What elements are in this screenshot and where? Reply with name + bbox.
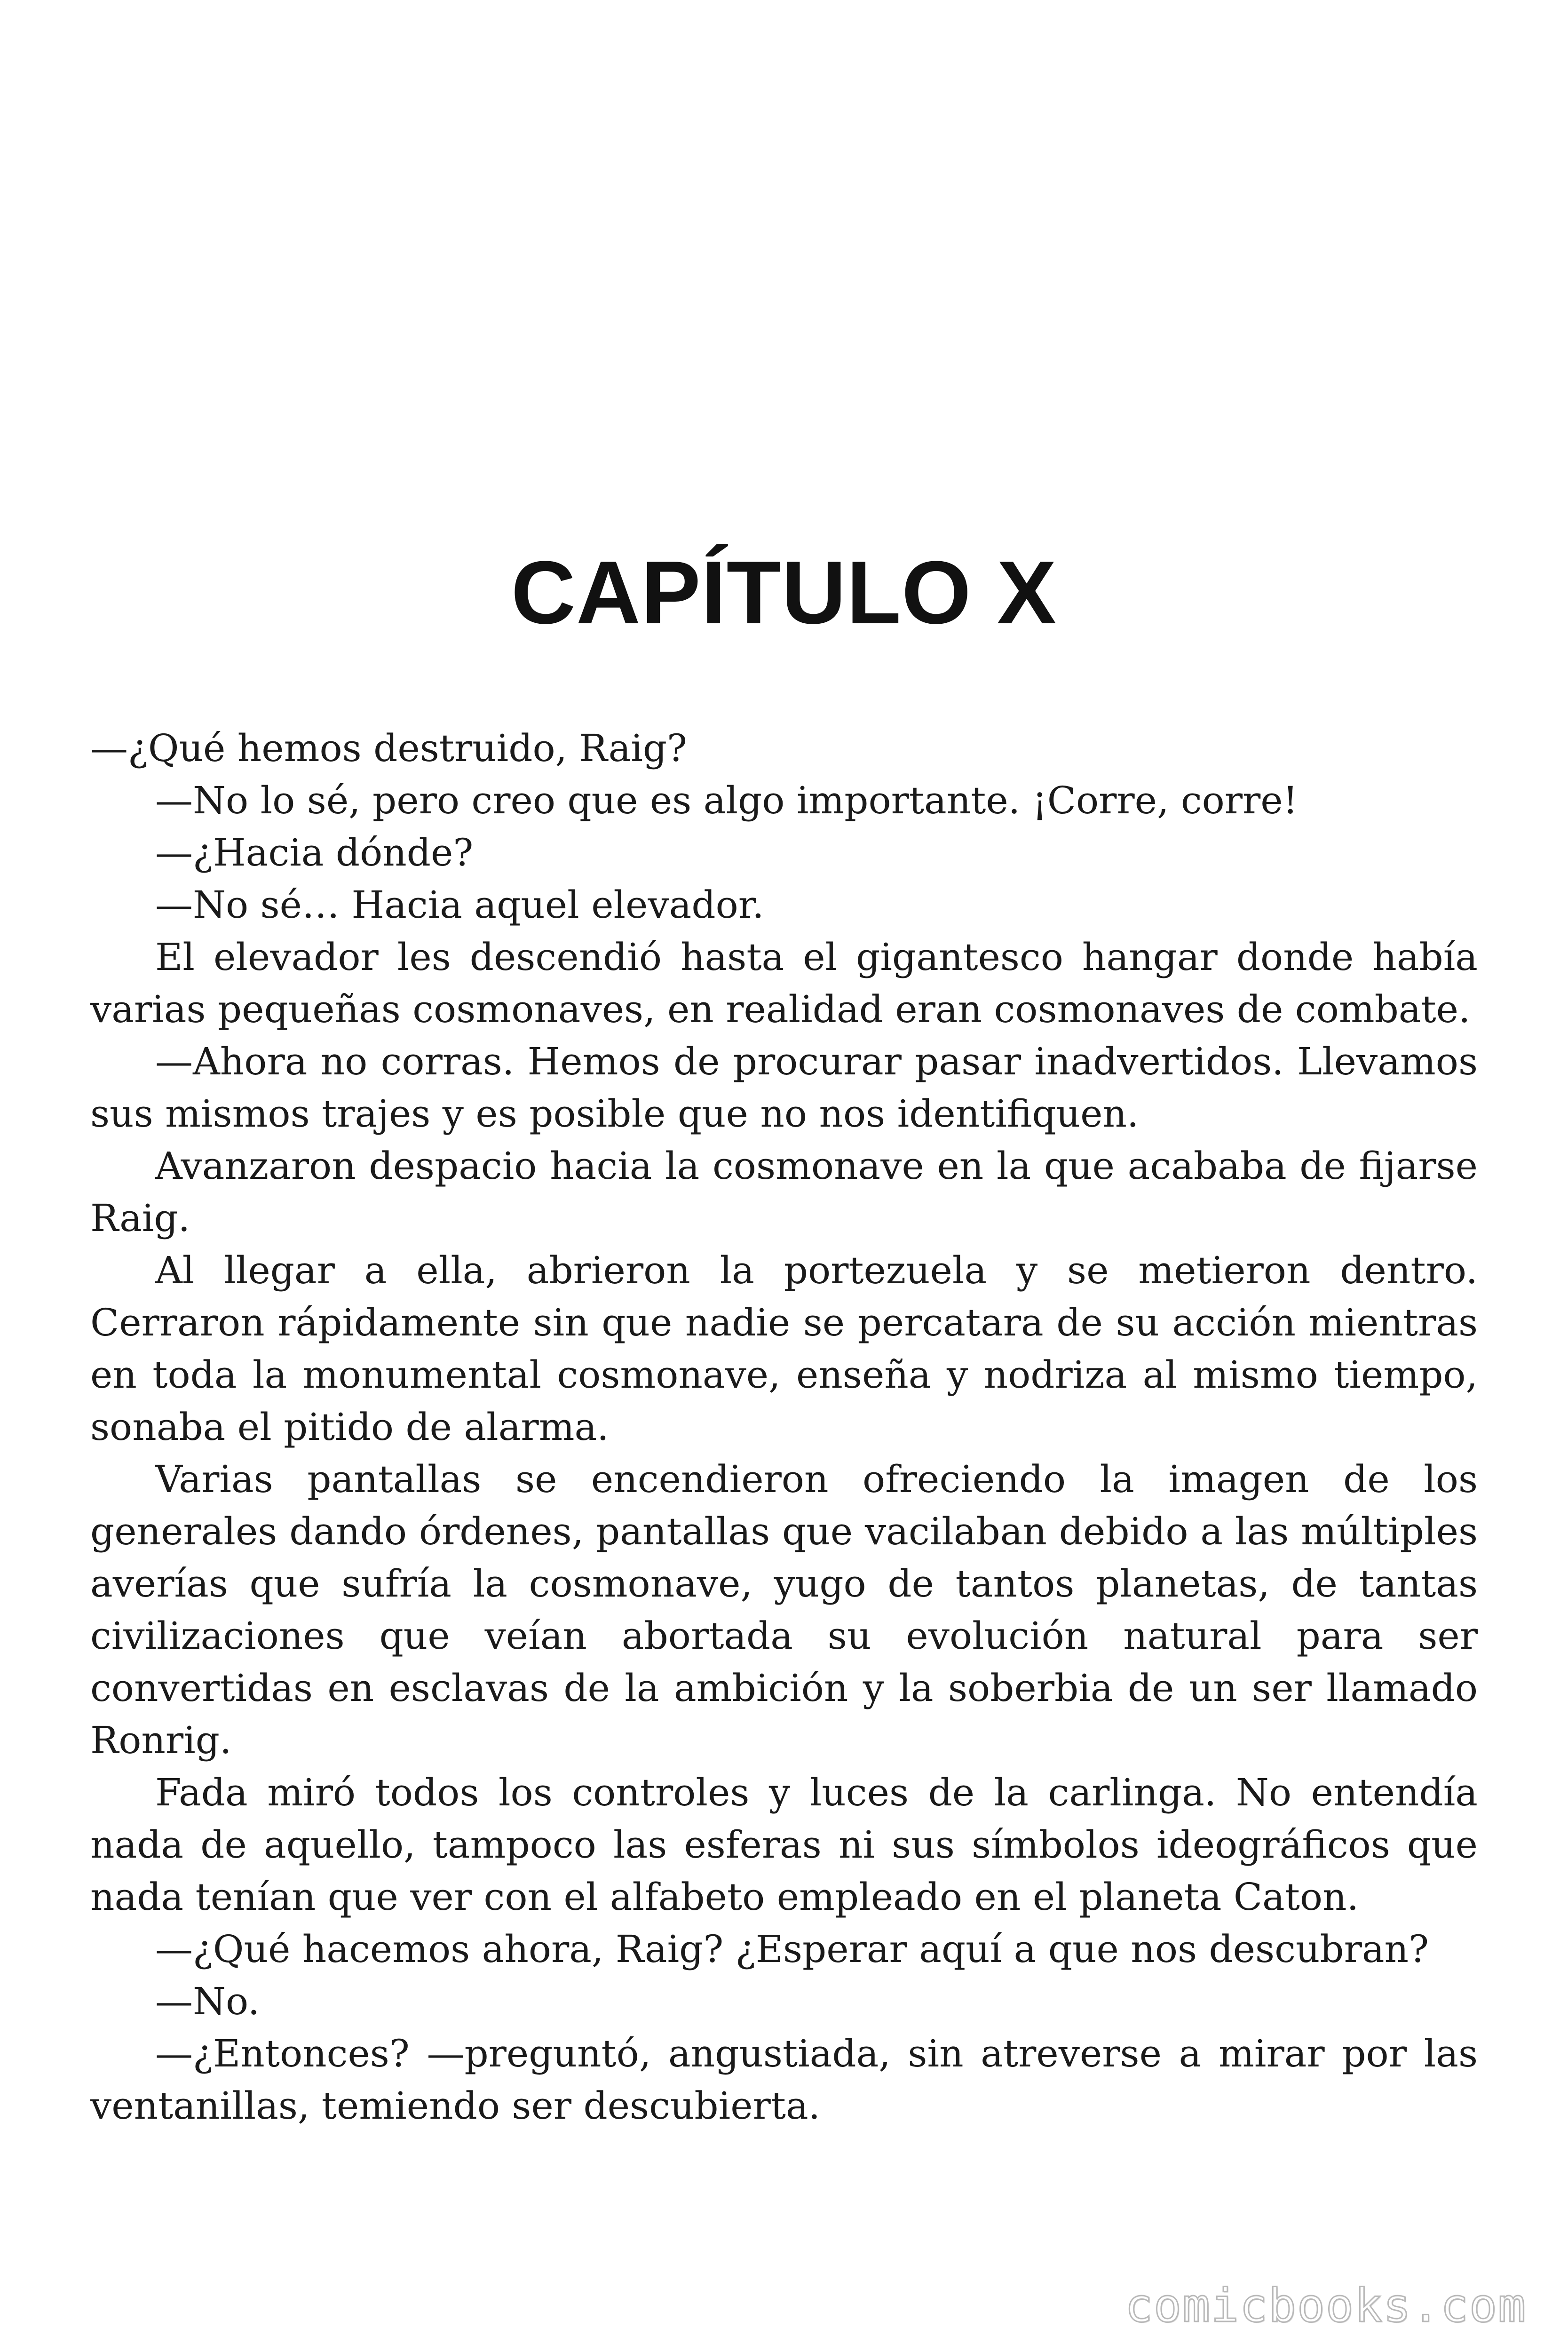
paragraph: Avanzaron despacio hacia la cosmonave en la que acababa de fijarse Raig.: [90, 1144, 1478, 1240]
paragraph: —¿Qué hemos destruido, Raig?: [90, 726, 687, 770]
paragraph: Al llegar a ella, abrieron la portezuela y se metieron dentro. Cerraron rápidamente sin que nadie se percatara de su acción mientras en toda la monumental cosmonave, enseña y nodriza al mismo tiempo, sonaba el pitido de alarma.: [90, 1248, 1478, 1449]
paragraph: —Ahora no corras. Hemos de procurar pasar inadvertidos. Llevamos sus mismos trajes y es posible que no nos identifiquen.: [90, 1040, 1478, 1136]
paragraph: El elevador les descendió hasta el gigantesco hangar donde había varias pequeñas cosmonaves, en realidad eran cosmonaves de combate.: [90, 935, 1478, 1031]
paragraph: —No sé… Hacia aquel elevador.: [155, 883, 764, 927]
paragraph: —¿Qué hacemos ahora, Raig? ¿Esperar aquí a que nos descubran?: [155, 1927, 1429, 1971]
paragraph: —¿Entonces? —preguntó, angustiada, sin atreverse a mirar por las ventanillas, temiendo ser descubierta.: [90, 2032, 1478, 2128]
paragraph: Fada miró todos los controles y luces de la carlinga. No entendía nada de aquello, tampoco las esferas ni sus símbolos ideográficos que nada tenían que ver con el alfabeto empleado en el planeta Caton.: [90, 1771, 1478, 1919]
paragraph: Varias pantallas se encendieron ofreciendo la imagen de los generales dando órdenes, pantallas que vacilaban debido a las múltiples averías que sufría la cosmonave, yugo de tantos planetas, de tantas civilizaciones que veían abortada su evolución natural para ser convertidas en esclavas de la ambición y la soberbia de un ser llamado Ronrig.: [90, 1457, 1478, 1762]
chapter-title: CAPÍTULO X: [511, 543, 1057, 643]
chapter-text: [90, 722, 1478, 2132]
paragraph: —No lo sé, pero creo que es algo importante. ¡Corre, corre!: [155, 779, 1298, 822]
paragraph: —¿Hacia dónde?: [155, 831, 474, 874]
watermark: comicbooks.com: [1125, 2279, 1527, 2333]
paragraph: —No.: [155, 1979, 260, 2023]
